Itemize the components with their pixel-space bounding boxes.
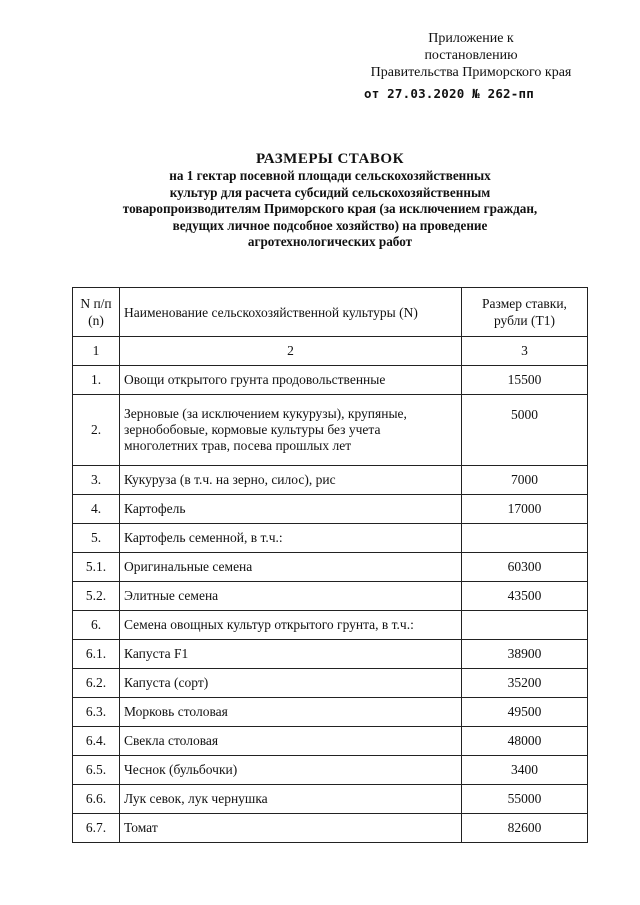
row-num: 1. [73,366,120,395]
table-row [73,756,588,785]
document-title [70,150,590,251]
row-rate [462,611,588,640]
row-name: Томат [120,814,462,843]
row-name: Элитные семена [120,582,462,611]
row-rate: 3400 [462,756,588,785]
row-rate [462,524,588,553]
row-num: 6.5. [73,756,120,785]
row-num: 4. [73,495,120,524]
row-name: Овощи открытого грунта продовольственные [120,366,462,395]
row-rate: 5000 [462,395,588,466]
row-name: Картофель семенной, в т.ч.: [120,524,462,553]
row-rate: 49500 [462,698,588,727]
row-rate: 82600 [462,814,588,843]
table-row [73,814,588,843]
row-rate: 38900 [462,640,588,669]
row-name: Кукуруза (в т.ч. на зерно, силос), рис [120,466,462,495]
title-sub-line-2: культур для расчета субсидий сельскохозяйственным [169,184,491,200]
table-row [73,395,588,466]
row-name: Лук севок, лук чернушка [120,785,462,814]
header-name: Наименование сельскохозяйственной культуры (N) [120,288,462,337]
appendix-line-3: Правительства Приморского края [370,65,572,80]
appendix-line-2: постановлению [424,48,518,63]
title-sub-line-1: на 1 гектар посевной площади сельскохозяйственных [169,168,491,183]
row-name: Свекла столовая [120,727,462,756]
row-name: Капуста (сорт) [120,669,462,698]
row-rate: 7000 [462,466,588,495]
table-row [73,553,588,582]
table-row [73,582,588,611]
row-num: 5. [73,524,120,553]
table-row [73,785,588,814]
header-num: N п/п (n) [73,288,120,337]
row-num: 2. [73,395,120,466]
row-num: 6.4. [73,727,120,756]
table-row [73,366,588,395]
row-num: 6.7. [73,814,120,843]
row-num: 5.2. [73,582,120,611]
title-main: РАЗМЕРЫ СТАВОК [256,151,404,167]
row-num: 5.1. [73,553,120,582]
row-name: Оригинальные семена [120,553,462,582]
header-rate: Размер ставки, рубли (T1) [462,288,588,337]
row-name: Зерновые (за исключением кукурузы), крупяные, зернобобовые, кормовые культуры без учета многолетних трав, посева прошлых лет [120,395,462,466]
table-header-row [73,288,588,337]
row-num: 6.3. [73,698,120,727]
index-name: 2 [120,337,462,366]
row-rate: 17000 [462,495,588,524]
table-row [73,669,588,698]
title-subtitle [70,168,590,251]
appendix-heading [356,30,586,81]
row-rate: 48000 [462,727,588,756]
row-rate: 55000 [462,785,588,814]
table-row [73,466,588,495]
index-rate: 3 [462,337,588,366]
decree-stamp: от 27.03.2020 № 262-пп [364,86,534,101]
title-sub-line-3: товаропроизводителям Приморского края (за исключением граждан, [122,201,538,216]
row-name: Морковь столовая [120,698,462,727]
row-rate: 43500 [462,582,588,611]
row-num: 6.6. [73,785,120,814]
table-row [73,495,588,524]
table-row [73,524,588,553]
table-row [73,727,588,756]
row-name: Семена овощных культур открытого грунта, в т.ч.: [120,611,462,640]
table-row [73,611,588,640]
table-row [73,698,588,727]
row-name: Чеснок (бульбочки) [120,756,462,785]
row-num: 6.1. [73,640,120,669]
row-num: 6. [73,611,120,640]
row-name: Капуста F1 [120,640,462,669]
row-rate: 35200 [462,669,588,698]
row-num: 3. [73,466,120,495]
table-row [73,640,588,669]
rates-table [72,287,588,843]
title-sub-line-5: агротехнологических работ [247,234,413,249]
row-rate: 15500 [462,366,588,395]
row-name: Картофель [120,495,462,524]
table-index-row [73,337,588,366]
row-num: 6.2. [73,669,120,698]
row-rate: 60300 [462,553,588,582]
appendix-line-1: Приложение к [428,31,514,46]
index-num: 1 [73,337,120,366]
title-sub-line-4: ведущих личное подсобное хозяйство) на проведение [172,217,488,233]
